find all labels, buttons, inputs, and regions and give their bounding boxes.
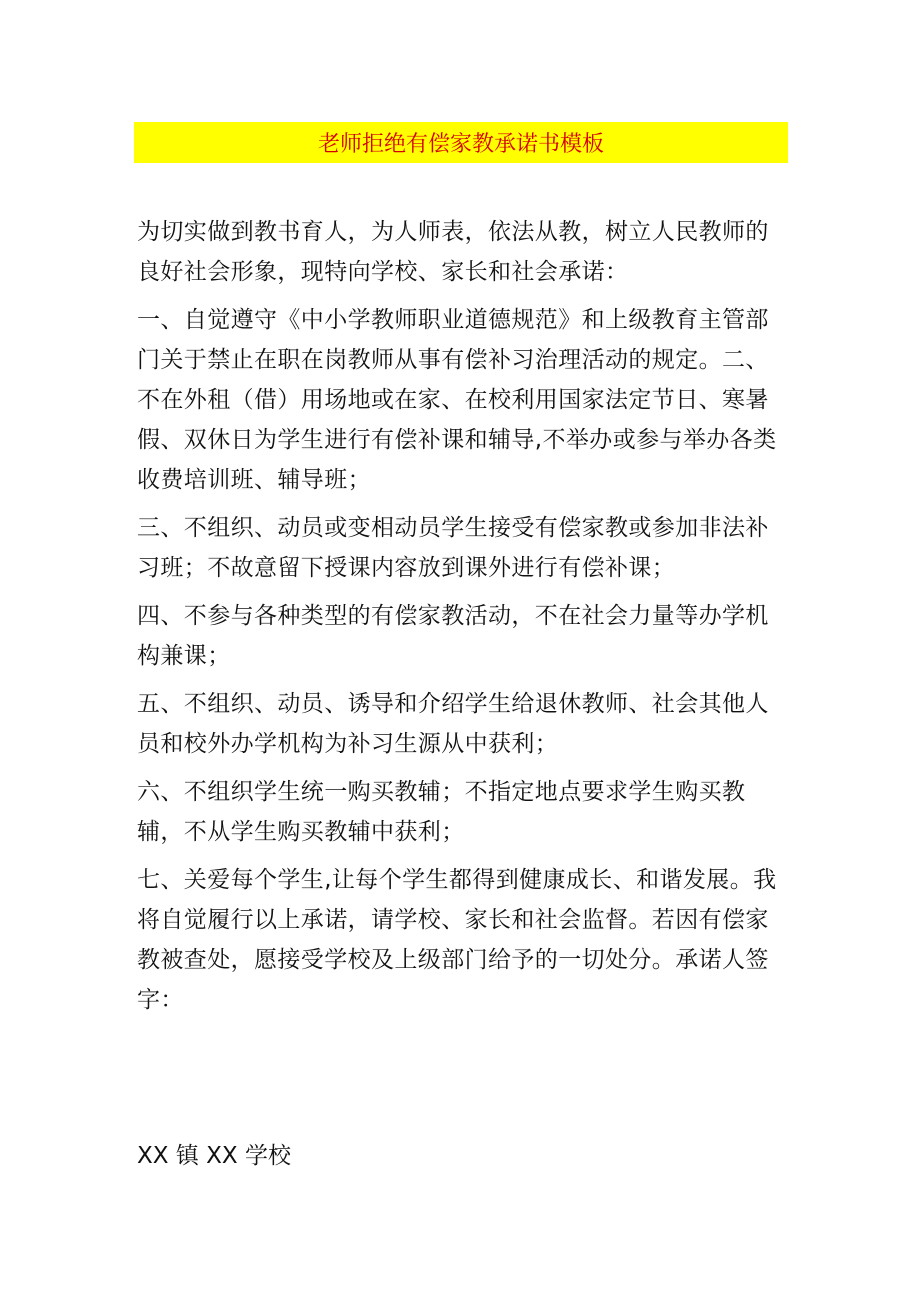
paragraph-item-4 [137, 596, 787, 676]
text-line: 假、双休日为学生进行有偿补课和辅导,不举办或参与举办各类 [137, 427, 777, 453]
text-line: 七、关爱每个学生,让每个学生都得到健康成长、和谐发展。我 [137, 867, 777, 893]
text-line: 五、不组织、动员、诱导和介绍学生给退休教师、社会其他人 [137, 691, 769, 717]
text-line: 辅，不从学生购买教辅中获利； [137, 819, 465, 845]
text-line: 四、不参与各种类型的有偿家教活动，不在社会力量等办学机 [137, 603, 769, 629]
text-line: 一、自觉遵守《中小学教师职业道德规范》和上级教育主管部 [137, 307, 769, 333]
paragraph-item-1-2 [137, 300, 787, 500]
paragraph-item-6 [137, 772, 787, 852]
text-line: 三、不组织、动员或变相动员学生接受有偿家教或参加非法补 [137, 515, 769, 541]
text-line: 教被查处，愿接受学校及上级部门给予的一切处分。承诺人签 [137, 947, 769, 973]
document-title: 老师拒绝有偿家教承诺书模板 [317, 132, 604, 157]
text-line: 为切实做到教书育人，为人师表，依法从教，树立人民教师的 [137, 219, 769, 245]
document-body [137, 212, 787, 1020]
text-line: 收费培训班、辅导班； [137, 467, 371, 493]
text-line: 员和校外办学机构为补习生源从中获利； [137, 731, 559, 757]
text-line: 六、不组织学生统一购买教辅；不指定地点要求学生购买教 [137, 779, 746, 805]
text-line: 习班；不故意留下授课内容放到课外进行有偿补课； [137, 555, 676, 581]
school-signature: XX 镇 XX 学校 [137, 1143, 291, 1169]
text-line: 构兼课； [137, 643, 231, 669]
paragraph-item-3 [137, 508, 787, 588]
text-line: 不在外租（借）用场地或在家、在校利用国家法定节日、寒暑 [137, 387, 769, 413]
paragraph-item-7 [137, 860, 787, 1020]
text-line: 门关于禁止在职在岗教师从事有偿补习治理活动的规定。二、 [137, 347, 769, 373]
text-line: 良好社会形象，现特向学校、家长和社会承诺： [137, 259, 629, 285]
text-line: 将自觉履行以上承诺，请学校、家长和社会监督。若因有偿家 [137, 907, 769, 933]
paragraph-item-5 [137, 684, 787, 764]
title-highlight-bar [134, 122, 788, 163]
text-line: 字： [137, 987, 184, 1013]
paragraph-intro [137, 212, 787, 292]
